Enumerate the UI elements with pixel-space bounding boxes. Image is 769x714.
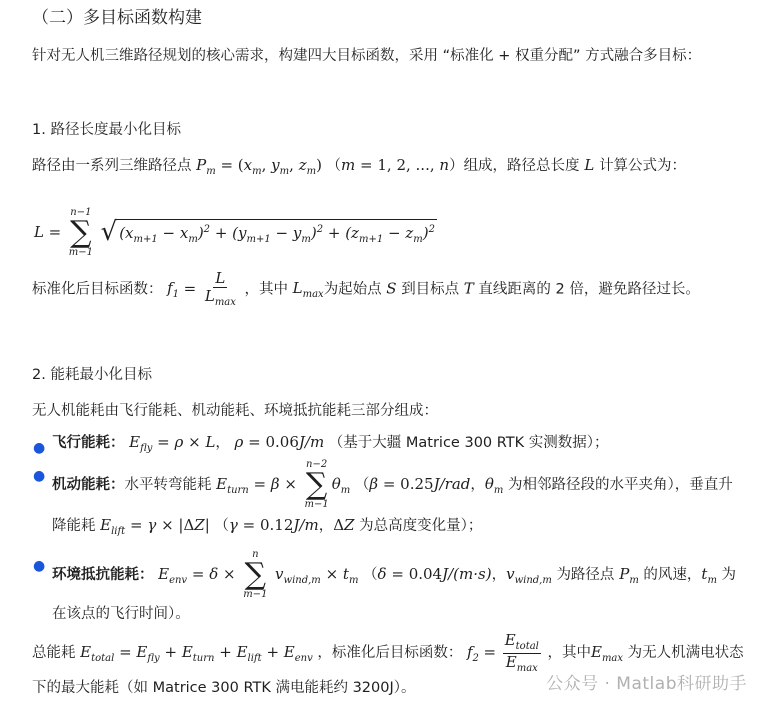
subsection-2-title: 2. 能耗最小化目标 <box>32 367 152 383</box>
path-normalized: 标准化后目标函数： $f_1$ = $\frac{L}{L_{max}}$ ，其中 $L_{max}$为起始点 S 到目标点 T 直线距离的 2 倍，避免路径过长。 <box>32 269 700 309</box>
energy-intro: 无人机能耗由飞行能耗、机动能耗、环境抵抗能耗三部分组成： <box>32 403 438 419</box>
bullet-icon: ● <box>33 558 46 574</box>
flight-energy-item: 飞行能耗： $E_{fly} = \rho \times L$， ρ = 0.06J/m （基于大疆 Matrice 300 RTK 实测数据）； <box>52 433 609 454</box>
maneuver-energy-item: 机动能耗：水平转弯能耗 $E_{turn} = \beta$ × n−2 ∑ m−1 $\theta_m$ （β = 0.25J/rad，$\theta_m$ 为相邻路径段的水平夹角），垂直升降能耗 $E_{lift} = \gamma \times |\Delta Z|$ （γ = 0.12J/m，ΔZ 为总高度变化量）； <box>52 459 733 537</box>
bullet-icon: ● <box>33 440 46 456</box>
path-definition: 路径由一系列三维路径点 $P_m = (x_m$, $y_m$, $z_m$) （m = 1, 2, ..., n）组成，路径总长度 L 计算公式为： <box>32 156 687 177</box>
intro-paragraph: 针对无人机三维路径规划的核心需求，构建四大目标函数，采用 “标准化 + 权重分配” 方式融合多目标： <box>32 48 702 64</box>
resistance-energy-item: 环境抵抗能耗： $E_{env} = \delta$ × n ∑ m−1 $v_{wind,m} \times t_m$ （δ = 0.04J/(m·s)，$v_{wind,m}$ 为路径点 $P_m$ 的风速，$t_m$ 为在该点的飞行时间）。 <box>52 549 737 622</box>
watermark: 公众号 · Matlab科研助手 <box>546 674 747 694</box>
section-heading: （二）多目标函数构建 <box>32 8 202 28</box>
path-length-formula: L = n−1 ∑ m−1 √ $(x_{m+1} - x_m)^2 + (y_{m+1} - y_m)^2 + (z_{m+1} - z_m)^2$ <box>34 207 435 258</box>
total-energy-paragraph: 总能耗 $E_{total} = E_{fly} + E_{turn} + E_{lift} + E_{env}$ ，标准化后目标函数： $f_2$ = $\frac{E_{total}}{E_{max}}$ ，其中$E_{max}$ 为无人机满电状态下的最大能耗（如 Matrice 300 RTK 满电能耗约 3200J）。 <box>32 631 744 696</box>
bullet-icon: ● <box>33 468 46 484</box>
subsection-1-title: 1. 路径长度最小化目标 <box>32 122 181 138</box>
